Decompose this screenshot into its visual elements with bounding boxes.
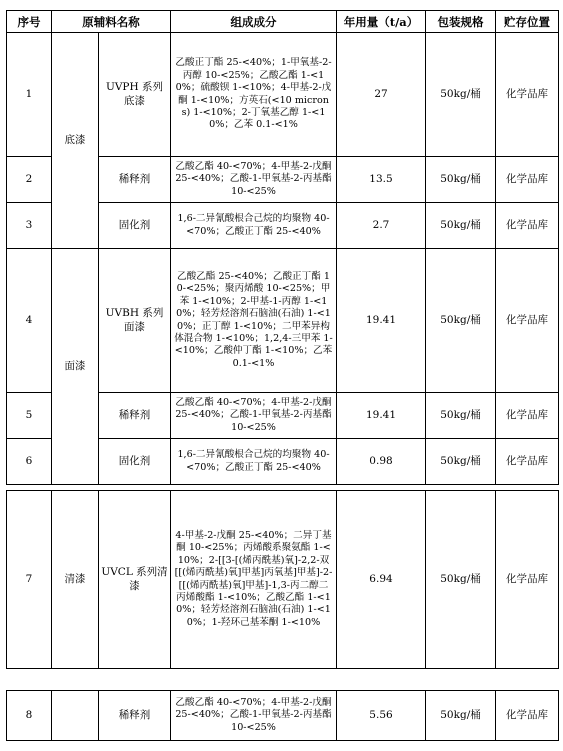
row-no: 8 bbox=[7, 691, 52, 741]
composition: 1,6-二异氰酸根合己烷的均聚物 40-<70%；乙酸正丁酯 25-<40% bbox=[171, 439, 337, 485]
annual-usage: 6.94 bbox=[337, 491, 426, 669]
material-name: UVCL 系列清漆 bbox=[99, 491, 171, 669]
package-spec: 50kg/桶 bbox=[426, 491, 496, 669]
row-no: 3 bbox=[7, 203, 52, 249]
annual-usage: 13.5 bbox=[337, 157, 426, 203]
composition: 乙酸乙酯 25-<40%；乙酸正丁酯 10-<25%；聚丙烯酸 10-<25%；甲苯 1-<10%；2-甲基-1-丙醇 1-<10%；轻芳烃溶剂石脑油(石油) 1-<10%；正丁醇 1-<10%；二甲苯异构体混合物 1-<10%；1,2,4-三甲苯 1-<10%；乙酸仲丁酯 1-<10%；乙苯 0.1-<1% bbox=[171, 249, 337, 393]
material-name: 稀释剂 bbox=[99, 691, 171, 741]
row-no: 6 bbox=[7, 439, 52, 485]
material-name: UVBH 系列面漆 bbox=[99, 249, 171, 393]
storage-location: 化学品库 bbox=[496, 393, 559, 439]
table-row bbox=[7, 691, 559, 741]
package-spec: 50kg/桶 bbox=[426, 691, 496, 741]
material-name: UVPH 系列底漆 bbox=[99, 33, 171, 157]
material-name: 稀释剂 bbox=[99, 393, 171, 439]
package-spec: 50kg/桶 bbox=[426, 157, 496, 203]
material-name: 固化剂 bbox=[99, 203, 171, 249]
table-row bbox=[7, 249, 559, 393]
group-topcoat: 面漆 bbox=[52, 249, 99, 485]
header-package: 包装规格 bbox=[426, 11, 496, 33]
annual-usage: 2.7 bbox=[337, 203, 426, 249]
storage-location: 化学品库 bbox=[496, 691, 559, 741]
composition: 乙酸乙酯 40-<70%；4-甲基-2-戊酮 25-<40%；乙酸-1-甲氧基-2-丙基酯 10-<25% bbox=[171, 157, 337, 203]
table-row bbox=[7, 491, 559, 669]
row-no: 1 bbox=[7, 33, 52, 157]
composition: 乙酸乙酯 40-<70%；4-甲基-2-戊酮 25-<40%；乙酸-1-甲氧基-2-丙基酯 10-<25% bbox=[171, 393, 337, 439]
header-material: 原辅料名称 bbox=[52, 11, 171, 33]
materials-table-part-3 bbox=[6, 690, 559, 741]
row-no: 4 bbox=[7, 249, 52, 393]
package-spec: 50kg/桶 bbox=[426, 393, 496, 439]
material-name: 固化剂 bbox=[99, 439, 171, 485]
storage-location: 化学品库 bbox=[496, 491, 559, 669]
storage-location: 化学品库 bbox=[496, 157, 559, 203]
table-row bbox=[7, 33, 559, 157]
group-primer: 底漆 bbox=[52, 33, 99, 249]
composition: 1,6-二异氰酸根合己烷的均聚物 40-<70%；乙酸正丁酯 25-<40% bbox=[171, 203, 337, 249]
materials-table-part-2 bbox=[6, 490, 559, 669]
header-composition: 组成成分 bbox=[171, 11, 337, 33]
package-spec: 50kg/桶 bbox=[426, 33, 496, 157]
annual-usage: 5.56 bbox=[337, 691, 426, 741]
annual-usage: 0.98 bbox=[337, 439, 426, 485]
package-spec: 50kg/桶 bbox=[426, 203, 496, 249]
composition: 乙酸正丁酯 25-<40%；1-甲氧基-2-丙醇 10-<25%；乙酸乙酯 1-<10%；硫酸钡 1-<10%；4-甲基-2-戊酮 1-<10%；方英石(<10 microns) 1-<10%；2-丁氧基乙醇 1-<10%；乙苯 0.1-<1% bbox=[171, 33, 337, 157]
storage-location: 化学品库 bbox=[496, 33, 559, 157]
group-empty-cell bbox=[52, 691, 99, 741]
storage-location: 化学品库 bbox=[496, 249, 559, 393]
header-storage: 贮存位置 bbox=[496, 11, 559, 33]
materials-table-part-1 bbox=[6, 10, 559, 485]
storage-location: 化学品库 bbox=[496, 439, 559, 485]
row-no: 7 bbox=[7, 491, 52, 669]
composition: 乙酸乙酯 40-<70%；4-甲基-2-戊酮 25-<40%；乙酸-1-甲氧基-2-丙基酯 10-<25% bbox=[171, 691, 337, 741]
header-annual: 年用量（t/a） bbox=[337, 11, 426, 33]
composition: 4-甲基-2-戊酮 25-<40%；二异丁基酮 10-<25%；丙烯酸系聚氨酯 1-<10%；2-[[3-[(烯丙酰基)氧]-2,2-双[[(烯丙酰基)氧]甲基]丙氧基]甲基]-2-[[(烯丙酰基)氧]甲基]-1,3-丙二醇二丙烯酸酯 1-<10%；乙酸乙酯 1-<10%；轻芳烃溶剂石脑油(石油) 1-<10%；1-羟环己基苯酮 1-<10% bbox=[171, 491, 337, 669]
row-no: 5 bbox=[7, 393, 52, 439]
annual-usage: 19.41 bbox=[337, 249, 426, 393]
row-no: 2 bbox=[7, 157, 52, 203]
header-no: 序号 bbox=[7, 11, 52, 33]
material-name: 稀释剂 bbox=[99, 157, 171, 203]
package-spec: 50kg/桶 bbox=[426, 249, 496, 393]
group-clearcoat: 清漆 bbox=[52, 491, 99, 669]
storage-location: 化学品库 bbox=[496, 203, 559, 249]
annual-usage: 19.41 bbox=[337, 393, 426, 439]
annual-usage: 27 bbox=[337, 33, 426, 157]
table-header-row bbox=[7, 11, 559, 33]
package-spec: 50kg/桶 bbox=[426, 439, 496, 485]
